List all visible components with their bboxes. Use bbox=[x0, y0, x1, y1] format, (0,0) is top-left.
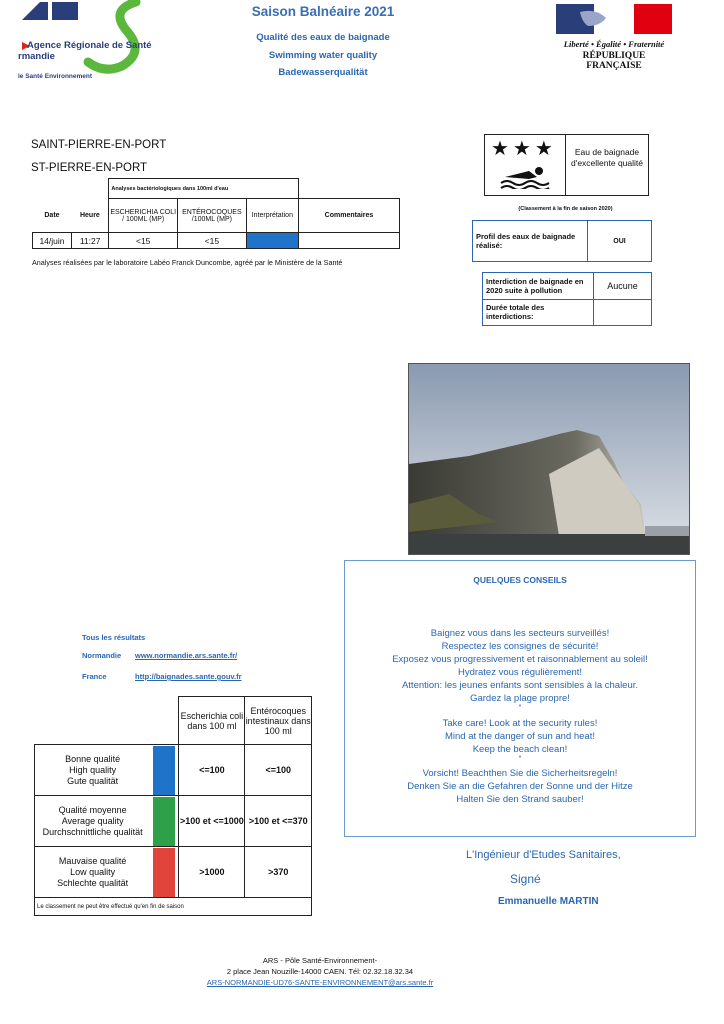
legend-good-fr: Bonne qualité bbox=[65, 753, 121, 764]
profil-table bbox=[472, 220, 652, 262]
legend-average-de: Durchschnittliche qualität bbox=[42, 826, 143, 837]
legend-average-label bbox=[35, 796, 151, 847]
marianne-logo bbox=[556, 4, 672, 34]
advice-fr-1: Baignez vous dans les secteurs surveillés! bbox=[430, 628, 610, 639]
subtitle-en: Swimming water quality bbox=[268, 50, 378, 61]
legend-good-entero: <=100 bbox=[245, 745, 312, 796]
classification-stars-cell bbox=[485, 135, 566, 195]
classification-note: (Classement à la fin de saison 2020) bbox=[518, 206, 613, 212]
legend-note: Le classement ne peut être effectué qu'en fin de saison bbox=[35, 898, 312, 916]
footer-address: 2 place Jean Nouzille-14000 CAEN. Tél: 02.32.18.32.34 bbox=[226, 967, 414, 976]
legend-average-ecoli: >100 et <=1000 bbox=[179, 796, 245, 847]
legend-good-color bbox=[150, 745, 179, 796]
legend-good-label bbox=[35, 745, 151, 796]
profil-label: Profil des eaux de baignade réalisé: bbox=[473, 221, 588, 262]
signed-text: Signé bbox=[510, 872, 541, 886]
legend-bad-en: Low quality bbox=[70, 866, 116, 877]
advice-fr-3: Exposez vous progressivement et raisonnablement au soleil! bbox=[392, 654, 648, 665]
col-commentaires: Commentaires bbox=[298, 199, 399, 233]
row-date: 14/juin bbox=[33, 233, 72, 249]
legend-good-de: Gute qualität bbox=[67, 775, 119, 786]
advice-en-3: Keep the beach clean! bbox=[472, 744, 568, 755]
col-ecoli: ESCHERICHIA COLI / 100ML (MP) bbox=[109, 199, 178, 233]
advice-de-1: Vorsicht! Beachthen Sie die Sicherheitsregeln! bbox=[422, 768, 618, 779]
table-row bbox=[35, 847, 312, 898]
subtitle-fr: Qualité des eaux de baignade bbox=[256, 32, 390, 43]
advice-separator: * bbox=[518, 755, 522, 762]
analyses-lab-note: Analyses réalisées par le laboratoire Labéo Franck Duncombe, agréé par le Ministère de la Santé bbox=[32, 258, 343, 267]
footer-org: ARS - Pôle Santé-Environnement- bbox=[262, 956, 378, 965]
legend-bad-fr: Mauvaise qualité bbox=[58, 855, 127, 866]
results-normandie-label: Normandie bbox=[82, 651, 122, 660]
legend-bad-ecoli: >1000 bbox=[179, 847, 245, 898]
advice-de-2: Denken Sie an die Gefahren der Sonne und der Hitze bbox=[407, 781, 633, 792]
advice-title: QUELQUES CONSEILS bbox=[473, 575, 567, 585]
advice-en-2: Mind at the danger of sun and heat! bbox=[445, 731, 595, 742]
advice-en-1: Take care! Look at the security rules! bbox=[442, 718, 598, 729]
legend-bad-label bbox=[35, 847, 151, 898]
profil-value: OUI bbox=[588, 221, 652, 262]
legend-good-ecoli: <=100 bbox=[179, 745, 245, 796]
advice-panel bbox=[344, 560, 696, 837]
subtitle-de: Badewasserqualität bbox=[278, 67, 368, 78]
legend-average-entero: >100 et <=370 bbox=[245, 796, 312, 847]
logo-service: le Santé Environnement bbox=[18, 73, 93, 80]
legend-bad-color bbox=[150, 847, 179, 898]
legend-average-fr: Qualité moyenne bbox=[58, 804, 127, 815]
row-commentaires bbox=[298, 233, 399, 249]
table-row bbox=[35, 796, 312, 847]
advice-fr-6: Gardez la plage propre! bbox=[470, 693, 570, 704]
quality-legend-table bbox=[34, 696, 312, 916]
normandie-link[interactable]: www.normandie.ars.sante.fr/ bbox=[135, 651, 238, 660]
interdiction-table bbox=[482, 272, 652, 326]
results-title: Tous les résultats bbox=[82, 633, 146, 642]
stars-icon: ★★★ bbox=[491, 138, 557, 160]
legend-average-en: Average quality bbox=[61, 815, 124, 826]
swimmer-icon bbox=[499, 165, 551, 189]
col-date: Date bbox=[44, 211, 60, 219]
analyses-table bbox=[32, 178, 400, 249]
site-name: SAINT-PIERRE-EN-PORT bbox=[31, 139, 167, 151]
logo-agency-name: Agence Régionale de Santé bbox=[27, 40, 152, 51]
row-enterocoques: <15 bbox=[178, 233, 247, 249]
advice-de-3: Halten Sie den Strand sauber! bbox=[456, 794, 584, 805]
signer-name: Emmanuelle MARTIN bbox=[498, 896, 599, 907]
legend-col-ecoli: Escherichia coli dans 100 ml bbox=[179, 697, 245, 745]
advice-fr-5: Attention: les jeunes enfants sont sensibles à la chaleur. bbox=[401, 680, 639, 691]
advice-fr-2: Respectez les consignes de sécurité! bbox=[441, 641, 599, 652]
results-france-label: France bbox=[82, 672, 107, 681]
page-title: Saison Balnéaire 2021 bbox=[251, 4, 395, 19]
legend-bad-de: Schlechte qualität bbox=[57, 877, 129, 888]
legend-good-en: High quality bbox=[69, 764, 117, 775]
footer-email-link[interactable]: ARS-NORMANDIE-UD76-SANTE-ENVIRONNEMENT@ars.sante.fr bbox=[206, 978, 434, 987]
interdiction-value: Aucune bbox=[594, 273, 652, 300]
signer-role: L'Ingénieur d'Etudes Sanitaires, bbox=[466, 849, 621, 861]
col-heure: Heure bbox=[79, 211, 100, 219]
row-interpretation-color bbox=[246, 233, 298, 249]
republic-motto: Liberté • Égalité • Fraternité bbox=[563, 39, 665, 49]
analyses-group-header: Analyses bactériologiques dans 100ml d'eau bbox=[109, 179, 299, 199]
col-enterocoques: ENTÉROCOQUES /100ML (MP) bbox=[178, 199, 247, 233]
table-row bbox=[33, 233, 400, 249]
legend-average-color bbox=[150, 796, 179, 847]
row-ecoli: <15 bbox=[109, 233, 178, 249]
interdiction-label: Interdiction de baignade en 2020 suite à pollution bbox=[483, 273, 594, 300]
table-row bbox=[35, 745, 312, 796]
advice-fr-4: Hydratez vous régulièrement! bbox=[457, 667, 583, 678]
logo-region: rmandie bbox=[18, 51, 55, 62]
row-heure: 11:27 bbox=[71, 233, 108, 249]
advice-separator: * bbox=[518, 704, 522, 711]
legend-bad-entero: >370 bbox=[245, 847, 312, 898]
cliff-photo bbox=[408, 363, 690, 555]
duree-label: Durée totale des interdictions: bbox=[483, 299, 594, 326]
france-link[interactable]: http://baignades.sante.gouv.fr bbox=[135, 672, 242, 681]
classification-text: Eau de baignade d'excellente qualité bbox=[570, 147, 644, 168]
classification-box bbox=[484, 134, 649, 196]
col-interpretation: Interprétation bbox=[246, 199, 298, 233]
site-name-short: ST-PIERRE-EN-PORT bbox=[31, 162, 148, 174]
republic-name: RÉPUBLIQUE FRANÇAISE bbox=[582, 51, 646, 71]
legend-col-enterocoques: Entérocoques intestinaux dans 100 ml bbox=[245, 697, 312, 745]
duree-value bbox=[594, 299, 652, 326]
